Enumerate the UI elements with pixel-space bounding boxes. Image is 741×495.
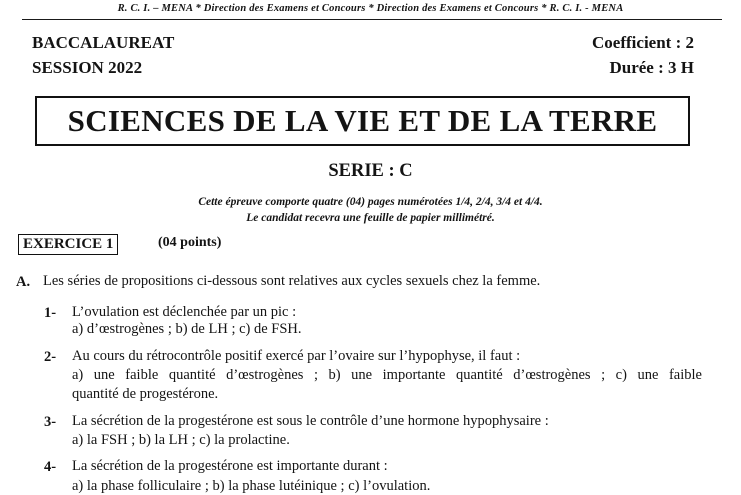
part-intro: Les séries de propositions ci-dessous sont relatives aux cycles sexuels chez la femme. (43, 273, 541, 289)
serie-label: SERIE : C (328, 161, 413, 181)
question-number: 3- (44, 414, 57, 430)
question-number: 1- (44, 305, 57, 321)
exam-coefficient: Coefficient : 2 (592, 33, 694, 52)
question-text: La sécrétion de la progestérone est sous le contrôle d’une hormone hypophysaire : (72, 413, 549, 429)
question-text: La sécrétion de la progestérone est importante durant : (72, 458, 388, 474)
question-choices: a) d’œstrogènes ; b) de LH ; c) de FSH. (72, 321, 302, 337)
page-title: SCIENCES DE LA VIE ET DE LA TERRE (67, 103, 658, 138)
pages-note: Cette épreuve comporte quatre (04) pages numérotées 1/4, 2/4, 3/4 et 4/4. (198, 196, 543, 208)
question-text: L’ovulation est déclenchée par un pic : (72, 304, 297, 320)
exercise-label: EXERCICE 1 (18, 234, 118, 255)
title-box (35, 96, 690, 146)
paper-note: Le candidat recevra une feuille de papier millimétré. (246, 212, 495, 224)
header-top-line: R. C. I. – MENA * Direction des Examens et Concours * Direction des Examens et Concours * R. C. I. - MENA (117, 3, 624, 14)
exercise-points: (04 points) (158, 235, 222, 250)
question-number: 4- (44, 459, 57, 475)
question-choices: a) une faible quantité d’œstrogènes ; b) une importante quantité d’œstrogènes ; c) une faible (72, 367, 702, 383)
question-choices-cont: quantité de progestérone. (72, 386, 219, 402)
question-text: Au cours du rétrocontrôle positif exercé par l’ovaire sur l’hypophyse, il faut : (72, 348, 521, 364)
exam-duration: Durée : 3 H (609, 58, 694, 77)
exam-session: SESSION 2022 (32, 58, 143, 77)
question-choices: a) la phase folliculaire ; b) la phase lutéinique ; c) l’ovulation. (72, 478, 431, 494)
header-rule (22, 19, 722, 20)
exam-name: BACCALAUREAT (32, 33, 175, 52)
question-number: 2- (44, 349, 57, 365)
question-choices: a) la FSH ; b) la LH ; c) la prolactine. (72, 432, 290, 448)
part-letter: A. (16, 274, 31, 290)
